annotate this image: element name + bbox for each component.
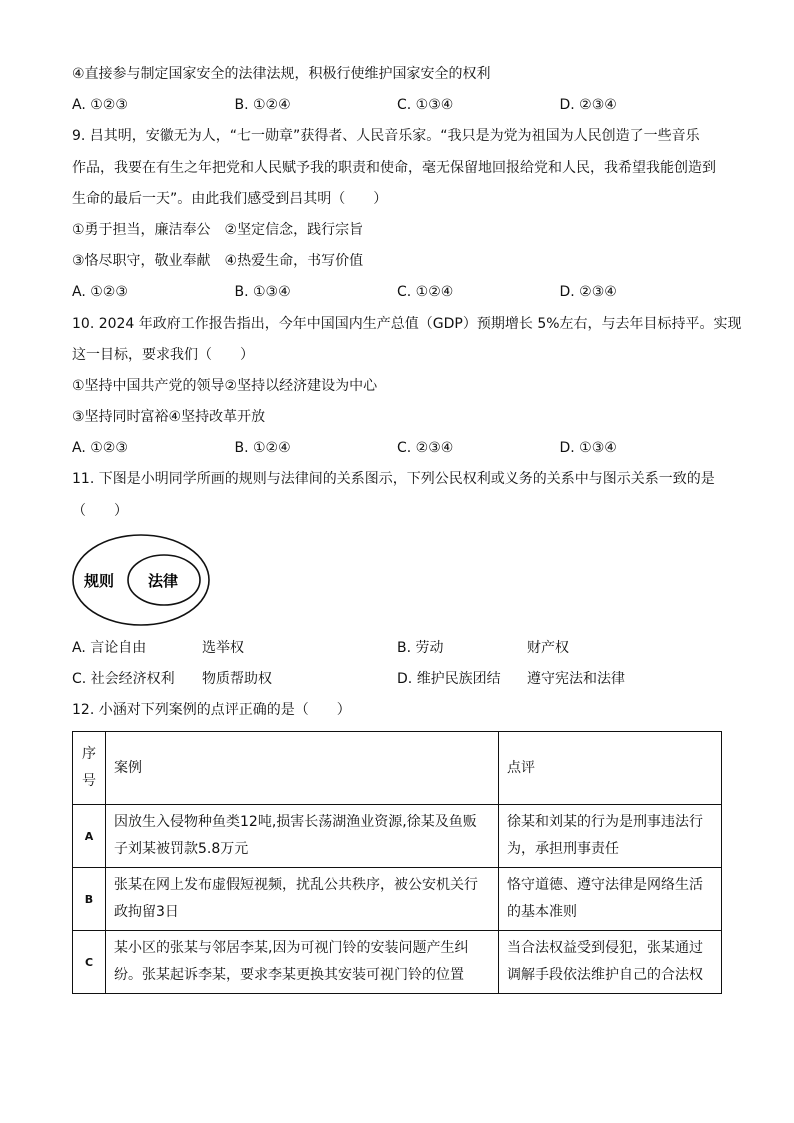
q9-option-d[interactable]: D. ②③④ [559,284,617,301]
row-num: C [73,931,106,994]
exam-page [72,64,742,994]
table-row [73,868,722,931]
option-second: 选举权 [202,639,244,656]
q11-option-a[interactable] [72,638,397,658]
q9-stem-line-2: 作品，我要在有生之年把党和人民赋予我的职责和使命，毫无保留地回报给党和人民，我希望我能创造到 [72,159,716,176]
q10-items-line-1: ①坚持中国共产党的领导②坚持以经济建设为中心 [72,377,378,394]
row-num: B [73,868,106,931]
q10-options [72,438,722,458]
row-comment: 当合法权益受到侵犯，张某通过调解手段依法维护自己的合法权 [499,931,722,994]
q9-options [72,282,722,302]
q10-items-line-2: ③坚持同时富裕④坚持改革开放 [72,409,266,426]
inner-label: 法律 [148,571,179,590]
q9-option-a[interactable]: A. ①②③ [72,284,128,301]
nested-ellipse-diagram [72,532,212,628]
row-case: 某小区的张某与邻居李某,因为可视门铃的安装问题产生纠纷。张某起诉李某，要求李某更换其安装可视门铃的位置 [106,931,499,994]
q10-stem-line-1: 10. 2024 年政府工作报告指出，今年中国国内生产总值（GDP）预期增长 5%左右，与去年目标持平。实现 [72,315,742,332]
q8-options [72,95,722,115]
q11-options-row-2 [72,669,722,689]
q9-option-c[interactable]: C. ①②④ [397,284,454,301]
q9-stem-line-3: 生命的最后一天”。由此我们感受到吕其明（ ） [72,190,388,207]
row-comment: 徐某和刘某的行为是刑事违法行为，承担刑事责任 [499,805,722,868]
option-letter: A. [72,639,86,656]
q10-option-a[interactable]: A. ①②③ [72,440,128,457]
case-table [72,731,722,994]
row-case: 张某在网上发布虚假短视频，扰乱公共秩序，被公安机关行政拘留3日 [106,868,499,931]
table-row [73,931,722,994]
q8-option-d[interactable]: D. ②③④ [559,97,617,114]
rules-law-diagram [72,532,722,628]
q11-options-row-1 [72,638,722,658]
q9-option-b[interactable]: B. ①③④ [234,284,291,301]
table-row [73,805,722,868]
option-first: 言论自由 [90,639,147,656]
option-second: 遵守宪法和法律 [527,671,625,687]
q10-option-b[interactable]: B. ①②④ [234,440,291,457]
row-comment: 恪守道德、遵守法律是网络生活的基本准则 [499,868,722,931]
q11-option-d[interactable] [397,669,722,689]
q11-option-b[interactable] [397,638,722,658]
header-num: 序号 [73,732,106,805]
header-comment: 点评 [499,732,722,805]
option-letter: C. [72,671,87,687]
q9-items-line-1: ①勇于担当，廉洁奉公 ②坚定信念，践行宗旨 [72,221,364,238]
option-letter: B. [397,639,412,656]
option-second: 物质帮助权 [202,671,272,687]
option-letter: D. [397,671,413,687]
q11-option-c[interactable] [72,669,397,689]
option-first: 维护民族团结 [416,671,501,687]
q8-option-c[interactable]: C. ①③④ [397,97,454,114]
q8-option-b[interactable]: B. ①②④ [234,97,291,114]
q12-stem: 12. 小涵对下列案例的点评正确的是（ ） [72,702,351,719]
q10-option-c[interactable]: C. ②③④ [397,440,454,457]
option-first: 劳动 [415,639,444,656]
q9-stem-line-1: 9. 吕其明，安徽无为人，“七一勋章”获得者、人民音乐家。“我只是为党为祖国为人民创造了一些音乐 [72,128,700,145]
q11-stem-line-1: 11. 下图是小明同学所画的规则与法律间的关系图示，下列公民权利或义务的关系中与图示关系一致的是 [72,471,715,488]
row-num: A [73,805,106,868]
table-header-row [73,732,722,805]
q10-option-d[interactable]: D. ①③④ [559,440,617,457]
q9-items-line-2: ③恪尽职守，敬业奉献 ④热爱生命，书写价值 [72,253,364,270]
outer-label: 规则 [84,571,115,590]
q11-stem-line-2: （ ） [72,502,128,519]
q8-item-4: ④直接参与制定国家安全的法律法规，积极行使维护国家安全的权利 [72,66,491,82]
header-case: 案例 [106,732,499,805]
option-first: 社会经济权利 [90,671,175,687]
row-case: 因放生入侵物种鱼类12吨,损害长荡湖渔业资源,徐某及鱼贩子刘某被罚款5.8万元 [106,805,499,868]
q10-stem-line-2: 这一目标，要求我们（ ） [72,346,254,363]
option-second: 财产权 [527,639,569,656]
q8-option-a[interactable]: A. ①②③ [72,97,128,114]
